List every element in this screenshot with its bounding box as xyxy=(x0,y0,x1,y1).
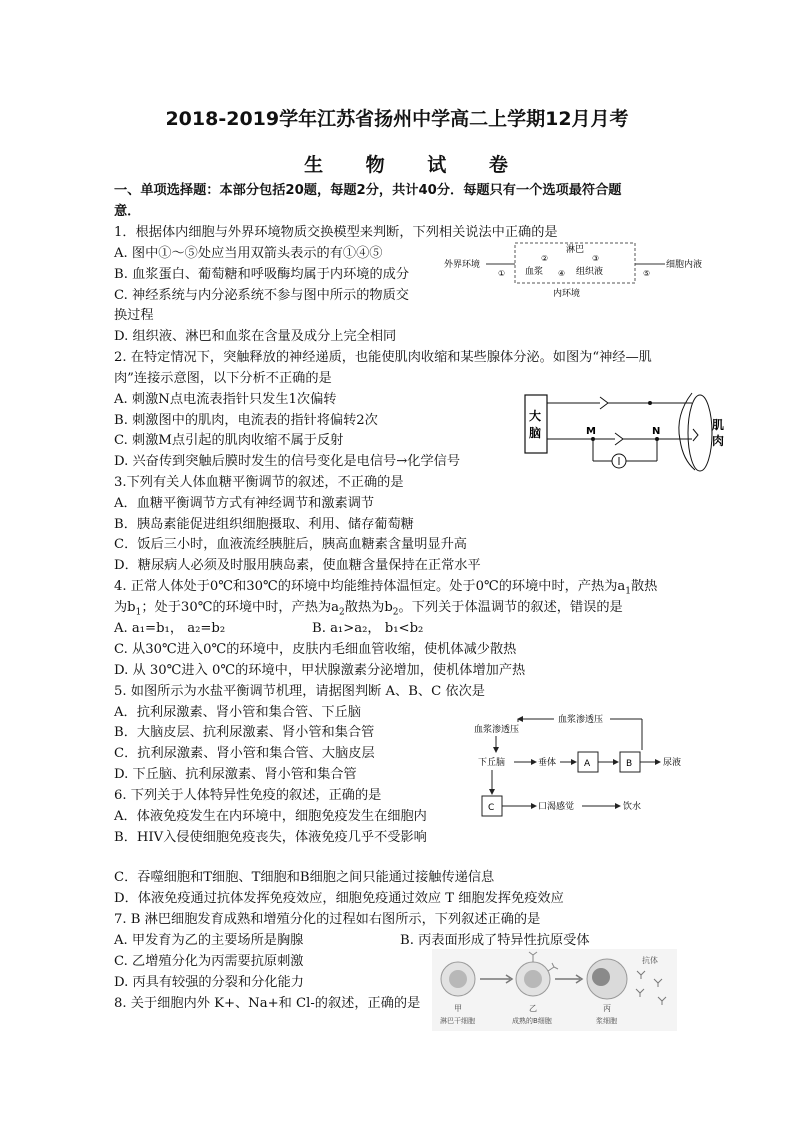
brain-label-1: 大 xyxy=(529,409,542,423)
q7-option-a: A. 甲发育为乙的主要场所是胸腺 xyxy=(114,933,304,948)
section-heading-cont: 意． xyxy=(114,204,141,219)
question-4-cont: 为$b_1$；处于30℃的环境中时，产热为$a_2$散热为$b_2$。下列关于体温调节的叙述，错误的是 xyxy=(114,600,623,618)
question-4: 4. 正常人体处于0℃和30℃的环境中均能维持体温恒定。处于0℃的环境中时，产热为$a_1$散热 xyxy=(114,579,658,597)
q1-option-d: D. 组织液、淋巴和血浆在含量及成分上完全相同 xyxy=(114,329,397,344)
q5-option-c: C．抗利尿激素、肾小管和集合管、大脑皮层 xyxy=(114,746,375,761)
point-m: M xyxy=(586,426,596,437)
muscle-label-1: 肌 xyxy=(712,418,725,432)
q6-option-b: B．HIV入侵使细胞免疫丧失，体液免疫几乎不受影响 xyxy=(114,830,427,845)
plasma-up-label: 血浆渗透压 xyxy=(474,725,520,735)
tissue-fluid-label: 组织液 xyxy=(576,267,604,277)
question-8: 8. 关于细胞内外 K+、Na+和 Cl-的叙述，正确的是 xyxy=(114,996,421,1011)
q4-option-b: B. a₁>a₂， b₁<b₂ xyxy=(312,621,424,636)
pituitary-label: 垂体 xyxy=(538,758,557,768)
drink-label: 饮水 xyxy=(623,802,642,812)
q6-option-d: D．体液免疫通过抗体发挥免疫效应，细胞免疫通过效应 T 细胞发挥免疫效应 xyxy=(114,891,564,906)
box-a: A xyxy=(584,759,591,769)
q5-option-b: B．大脑皮层、抗利尿激素、肾小管和集合管 xyxy=(114,725,375,740)
thirst-label: 口渴感觉 xyxy=(538,802,575,812)
antibody-label: 抗体 xyxy=(642,956,658,965)
brain-label-2: 脑 xyxy=(529,426,542,440)
q4-option-d: D. 从 30℃进入 0℃的环境中，甲状腺激素分泌增加，使机体增加产热 xyxy=(114,663,526,678)
question-2-cont: 肉”连接示意图，以下分析不正确的是 xyxy=(114,371,332,386)
q6-option-a: A．体液免疫发生在内环境中，细胞免疫发生在细胞内 xyxy=(114,809,427,824)
marker-2: ② xyxy=(541,254,549,263)
q6-option-c: C．吞噬细胞和T细胞、T细胞和B细胞之间只能通过接触传递信息 xyxy=(114,870,495,885)
q7-option-b: B. 丙表面形成了特异性抗原受体 xyxy=(400,933,590,948)
q7-option-d: D. 丙具有较强的分裂和分化能力 xyxy=(114,975,304,990)
lymph-label: 淋巴 xyxy=(566,245,585,255)
jia-name: 淋巴干细胞 xyxy=(440,1017,475,1025)
question-5: 5. 如图所示为水盐平衡调节机理，请据图判断 A、B、C 依次是 xyxy=(114,684,485,699)
b-cell-diagram xyxy=(432,949,677,1031)
jia-label: 甲 xyxy=(454,1004,462,1013)
nerve-muscle-diagram xyxy=(520,385,730,480)
question-1: 1．根据体内细胞与外界环境物质交换模型来判断，下列相关说法中正确的是 xyxy=(114,225,558,240)
q3-option-b: B．胰岛素能促进组织细胞摄取、利用、储存葡萄糖 xyxy=(114,517,414,532)
q2-option-c: C. 刺激M点引起的肌肉收缩不属于反射 xyxy=(114,433,344,448)
q2-option-b: B. 刺激图中的肌肉，电流表的指针将偏转2次 xyxy=(114,413,378,428)
question-3: 3.下列有关人体血糖平衡调节的叙述，不正确的是 xyxy=(114,475,404,490)
q5-option-a: A．抗利尿激素、肾小管和集合管、下丘脑 xyxy=(114,705,361,720)
q5-option-d: D. 下丘脑、抗利尿激素、肾小管和集合管 xyxy=(114,767,357,782)
yi-label: 乙 xyxy=(529,1004,537,1013)
q1-option-c-cont: 换过程 xyxy=(114,308,154,323)
q3-option-a: A．血糖平衡调节方式有神经调节和激素调节 xyxy=(114,496,375,511)
marker-1: ① xyxy=(498,269,506,278)
bing-label: 丙 xyxy=(603,1004,611,1013)
section-heading: 一、单项选择题：本部分包括20题，每题2分，共计40分．每题只有一个选项最符合题 xyxy=(114,183,622,198)
q4-option-a: A. a₁=b₁， a₂=b₂ xyxy=(114,621,226,636)
question-6: 6. 下列关于人体特异性免疫的叙述，正确的是 xyxy=(114,788,382,803)
subject-title: 生 物 试 卷 xyxy=(304,154,526,176)
muscle-label-2: 肉 xyxy=(712,434,725,448)
point-n: N xyxy=(652,426,661,437)
q4-option-c: C. 从30℃进入0℃的环境中，皮肤内毛细血管收缩，使机体减少散热 xyxy=(114,642,517,657)
box-c: C xyxy=(488,803,495,813)
q2-option-a: A. 刺激N点电流表指针只发生1次偏转 xyxy=(114,392,337,407)
q1-option-b: B. 血浆蛋白、葡萄糖和呼吸酶均属于内环境的成分 xyxy=(114,267,410,282)
q7-option-c: C. 乙增殖分化为丙需要抗原刺激 xyxy=(114,954,304,969)
cell-fluid-label: 细胞内液 xyxy=(666,260,703,270)
box-b: B xyxy=(626,759,633,769)
urine-label: 尿液 xyxy=(663,758,682,768)
q2-option-d: D. 兴奋传到突触后膜时发生的信号变化是电信号→化学信号 xyxy=(114,454,461,469)
marker-3: ③ xyxy=(592,254,600,263)
marker-4: ④ xyxy=(558,269,566,278)
q1-option-c: C. 神经系统与内分泌系统不参与图中所示的物质交 xyxy=(114,288,409,303)
inner-env-label: 内环境 xyxy=(553,289,581,299)
question-2: 2. 在特定情况下，突触释放的神经递质，也能使肌肉收缩和某些腺体分泌。如图为“神经—肌 xyxy=(114,350,652,365)
water-salt-diagram xyxy=(470,710,700,822)
q3-option-c: C．饭后三小时，血液流经胰脏后，胰高血糖素含量明显升高 xyxy=(114,537,467,552)
outer-env-label: 外界环境 xyxy=(444,260,481,270)
hypothalamus-label: 下丘脑 xyxy=(478,758,506,768)
exam-title: 2018-2019学年江苏省扬州中学高二上学期12月月考 xyxy=(165,108,629,130)
yi-name: 成熟的B细胞 xyxy=(512,1017,552,1025)
question-7: 7. B 淋巴细胞发育成熟和增殖分化的过程如右图所示，下列叙述正确的是 xyxy=(114,912,541,927)
body-fluid-diagram xyxy=(440,240,703,302)
bing-name: 浆细胞 xyxy=(596,1017,617,1025)
plasma-down-label: 血浆渗透压 xyxy=(558,715,604,725)
q3-option-d: D．糖尿病人必须及时服用胰岛素，使血糖含量保持在正常水平 xyxy=(114,558,481,573)
marker-5: ⑤ xyxy=(643,269,651,278)
plasma-label: 血浆 xyxy=(525,267,544,277)
q1-option-a: A. 图中①～⑤处应当用双箭头表示的有①④⑤ xyxy=(114,246,383,261)
